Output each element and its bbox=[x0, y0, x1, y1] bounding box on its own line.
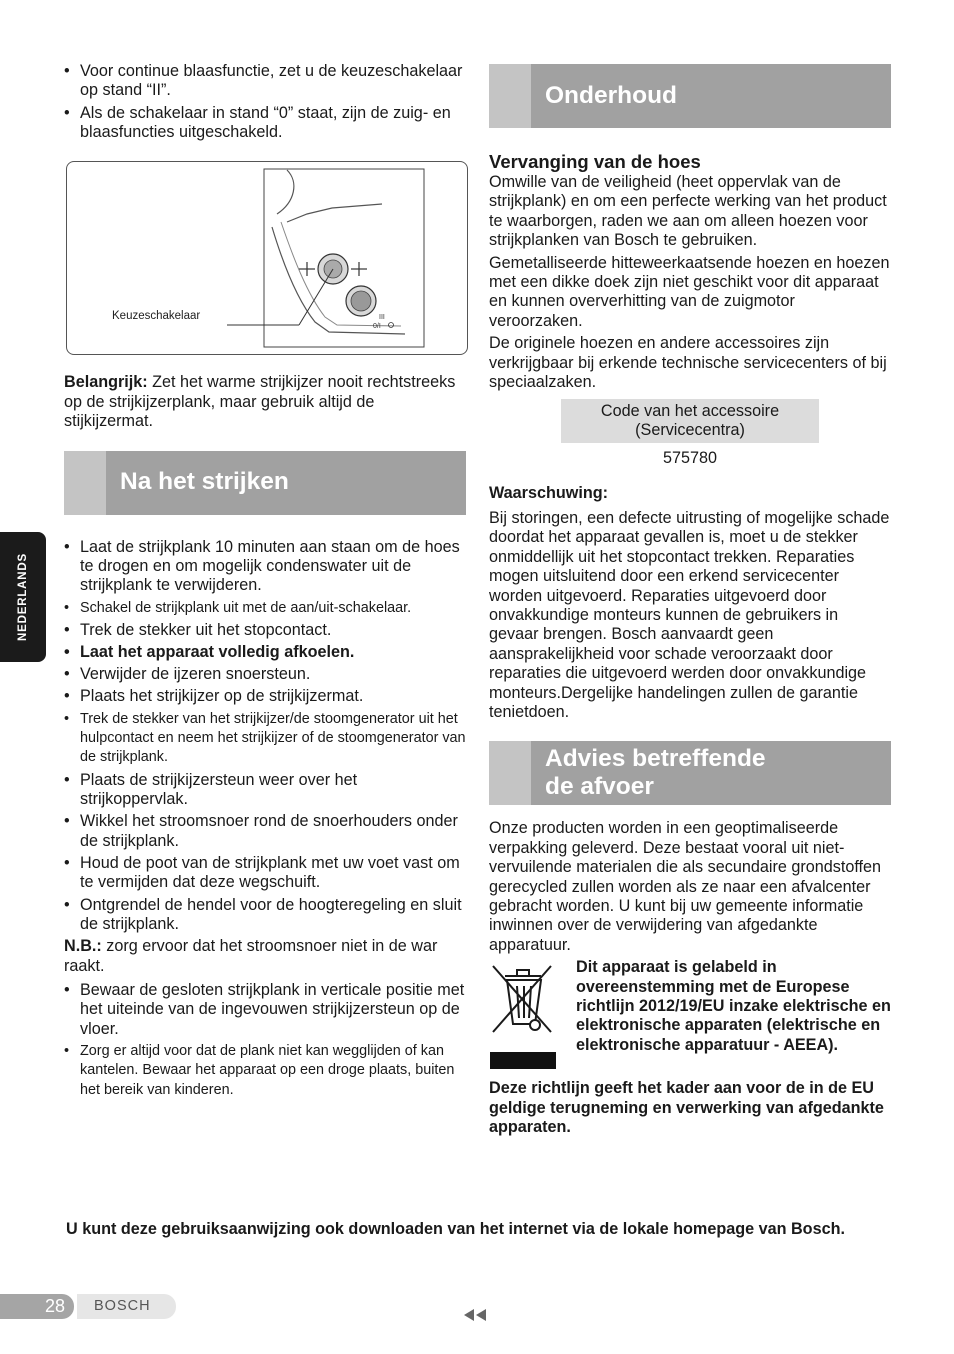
accessory-table-header: Code van het accessoire (Servicecentra) bbox=[561, 399, 819, 443]
page-number: 28 bbox=[44, 1296, 65, 1316]
section-title: Onderhoud bbox=[545, 82, 678, 109]
language-tab-label: NEDERLANDS bbox=[17, 553, 29, 641]
list-item: • Plaats de strijkijzersteun weer over het strijkoppervlak. bbox=[64, 771, 466, 810]
weee-text-2: Deze richtlijn geeft het kader aan voor de in de EU geldige terugneming en verwerking van afgedankte apparaten. bbox=[489, 1079, 884, 1136]
list-item: • Houd de poot van de strijkplank met uw voet vast om te vermijden dat deze wegschuift. bbox=[64, 854, 466, 893]
weee-text: Dit apparaat is gelabeld in overeenstemming met de Europese richtlijn 2012/19/EU inzake elektrische en elektronische apparaten (elektrische en elektronische apparatuur - AEEA). bbox=[576, 958, 891, 1054]
list-item: • Trek de stekker van het strijkijzer/de stoomgenerator uit het hulpcontact en neem het strijkijzer of de stoomgenerator van de strijkplank. bbox=[64, 710, 466, 768]
banner-stub bbox=[64, 451, 106, 515]
section-banner-disposal bbox=[489, 741, 891, 805]
accessory-code: 575780 bbox=[662, 449, 718, 468]
list-item: • Verwijder de ijzeren snoersteun. bbox=[64, 665, 466, 684]
important-text: Zet het warme strijkijzer nooit rechtstreeks op de strijkijzerplank, maar gebruik altijd de stijkijzermat. bbox=[64, 373, 456, 431]
section-title: Na het strijken bbox=[120, 467, 289, 495]
banner-stub bbox=[489, 741, 531, 805]
final-bullets bbox=[64, 981, 466, 1100]
paragraph: Gemetalliseerde hitteweerkaatsende hoezen en hoezen met een dikke doek zijn niet geschikt voor dit apparaat en kunnen oververhitting van de zuigmotor veroorzaken. bbox=[489, 253, 890, 330]
list-item: • Voor continue blaasfunctie, zet u de keuzeschakelaar op stand “II”. bbox=[64, 62, 466, 101]
language-tab bbox=[0, 532, 46, 662]
warning-label: Waarschuwing: bbox=[489, 484, 609, 503]
section-title-line-1: Advies betreffende bbox=[545, 745, 766, 773]
nb-text: zorg ervoor dat het stroomsnoer niet in de war raakt. bbox=[64, 937, 438, 975]
list-item: • Trek de stekker uit het stopcontact. bbox=[64, 621, 466, 640]
important-label: Belangrijk: bbox=[64, 373, 148, 392]
accessory-table bbox=[561, 399, 819, 468]
selector-switch-figure bbox=[66, 161, 468, 355]
warning-text: Bij storingen, een defecte uitrusting of mogelijke schade doordat het apparaat gevallen is, moet u de stekker onmiddellijk uit het stopcontact trekken. Reparaties mogen uitsluitend door een erkend servicecenter worden uitgevoerd. Reparaties uitgevoerd door onvakkundige monteurs kunnen de gebruikers in gevaar brengen. Bosch aanvaardt geen aansprakelijkheid voor schade veroorzaakt door reparaties die uitgevoerd werden door onvakkundige monteurs.Dergelijke handelingen zullen de garantie tenietdoen. bbox=[489, 508, 890, 721]
right-column bbox=[489, 64, 891, 1137]
brand-tab bbox=[77, 1294, 176, 1319]
banner-stub bbox=[489, 64, 531, 128]
roman-mark: III bbox=[379, 314, 385, 322]
weee-block bbox=[489, 958, 891, 1074]
list-item: • Als de schakelaar in stand “0” staat, zijn de zuig- en blaasfuncties uitgeschakeld. bbox=[64, 104, 466, 143]
list-item: • Ontgrendel de hendel voor de hoogteregeling en sluit de strijkplank. bbox=[64, 896, 466, 935]
section-title bbox=[545, 745, 766, 801]
paragraph: De originele hoezen en andere accessoires zijn verkrijgbaar bij erkende technische servicecenters of bij speciaalzaken. bbox=[489, 334, 887, 392]
selector-switch-illustration bbox=[67, 162, 467, 354]
page-number-tab bbox=[0, 1294, 74, 1319]
important-note bbox=[64, 373, 466, 431]
nb-note bbox=[64, 937, 466, 976]
section-banner-after-ironing bbox=[64, 451, 466, 515]
nb-label: N.B.: bbox=[64, 937, 102, 956]
figure-label: Keuzeschakelaar bbox=[112, 310, 201, 323]
download-note: U kunt deze gebruiksaanwijzing ook downloaden van het internet via de lokale homepage van Bosch. bbox=[66, 1220, 845, 1238]
list-item: • Plaats het strijkijzer op de strijkijzermat. bbox=[64, 687, 466, 706]
weee-bin-icon bbox=[489, 960, 559, 1072]
power-mark: 0/I bbox=[373, 323, 381, 331]
intro-bullets bbox=[64, 62, 466, 142]
after-ironing-steps bbox=[64, 538, 466, 935]
list-item: • Schakel de strijkplank uit met de aan/uit-schakelaar. bbox=[64, 599, 466, 618]
section-banner-maintenance bbox=[489, 64, 891, 128]
list-item: • Zorg er altijd voor dat de plank niet kan wegglijden of kan kantelen. Bewaar het apparaat op een droge plaats, buiten het bereik van kinderen. bbox=[64, 1042, 466, 1100]
nav-back-icon[interactable] bbox=[462, 1307, 490, 1323]
paragraph: Omwille van de veiligheid (heet oppervlak van de strijkplank) en om een perfecte werking van het product te waarborgen, raden we aan om alleen hoezen voor strijkplanken van Bosch te gebruiken. bbox=[489, 173, 887, 250]
list-item: • Laat de strijkplank 10 minuten aan staan om de hoes te drogen en om mogelijk condenswater uit de strijkplank te verwijderen. bbox=[64, 538, 466, 596]
subsection-title: Vervanging van de hoes bbox=[489, 151, 701, 172]
brand-name: BOSCH bbox=[94, 1298, 151, 1314]
list-item: • Bewaar de gesloten strijkplank in verticale positie met het uiteinde van de ingevouwen strijkijzersteun op de vloer. bbox=[64, 981, 466, 1039]
list-item: • Laat het apparaat volledig afkoelen. bbox=[64, 643, 466, 662]
disposal-text: Onze producten worden in een geoptimaliseerde verpakking geleverd. Deze bestaat vooral uit niet-vervuilende materialen die als secundaire grondstoffen gerecycled zullen worden als ze naar een afvalcenter gebracht worden. U kunt bij uw gemeente informatie inwinnen over de verwijdering van afgedankte apparatuur. bbox=[489, 819, 882, 954]
section-title-line-2: de afvoer bbox=[545, 773, 654, 801]
list-item: • Wikkel het stroomsnoer rond de snoerhouders onder de strijkplank. bbox=[64, 812, 466, 851]
left-column bbox=[64, 62, 466, 1103]
